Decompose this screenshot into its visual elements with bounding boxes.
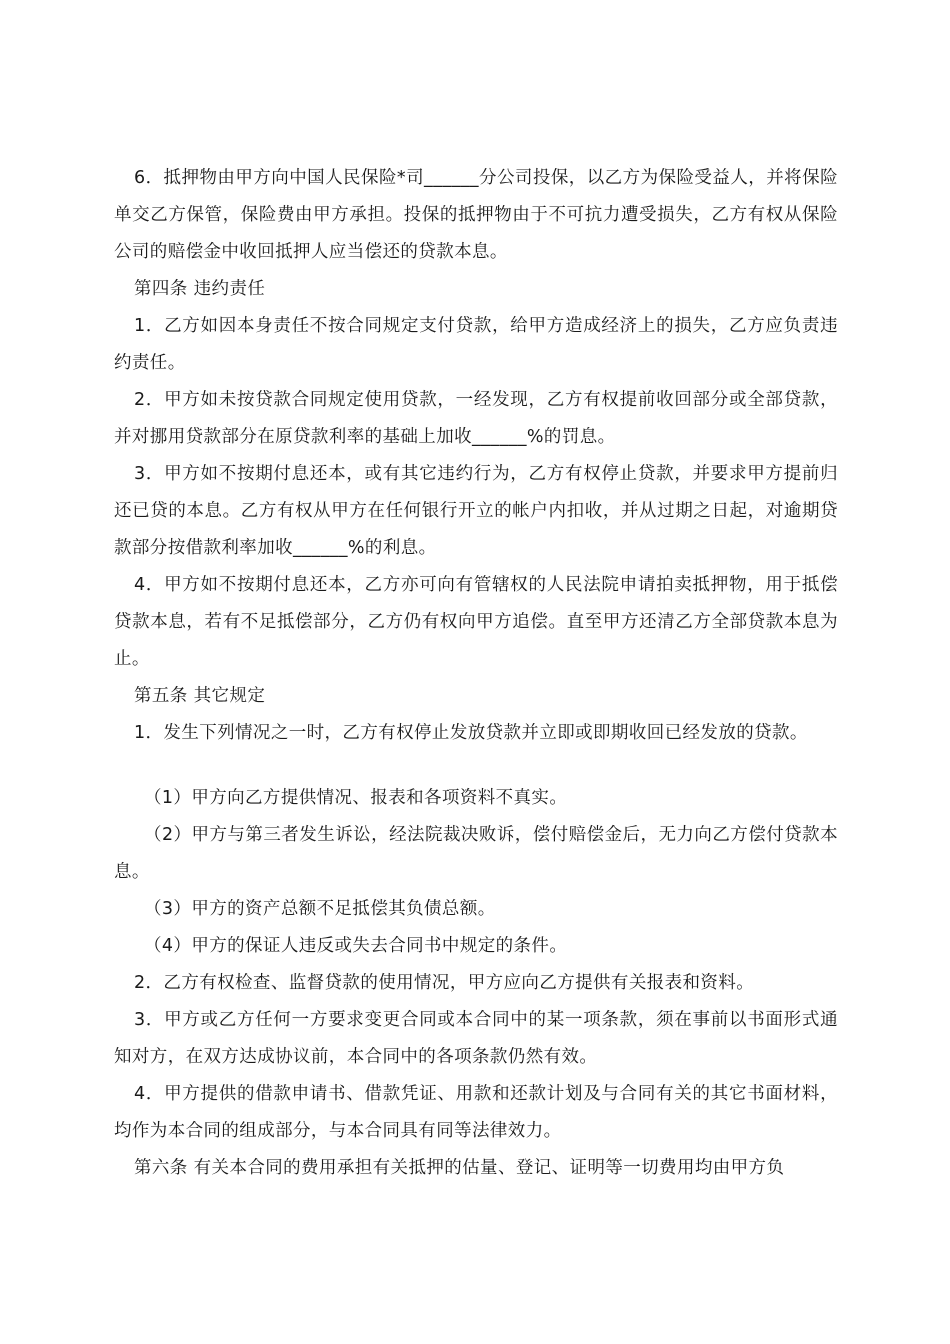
sub-clause: （4）甲方的保证人违反或失去合同书中规定的条件。 (144, 936, 568, 956)
article-heading: 第四条 违约责任 (134, 279, 266, 299)
clause-paragraph: 4．甲方如不按期付息还本，乙方亦可向有管辖权的人民法院申请拍卖抵押物，用于抵偿贷款本息，若有不足抵偿部分，乙方仍有权向甲方追偿。直至甲方还清乙方全部贷款本息为止。 (114, 575, 838, 669)
blank-space (114, 752, 838, 780)
article-heading: 第五条 其它规定 (134, 686, 266, 706)
clause-paragraph: 1．乙方如因本身责任不按合同规定支付贷款，给甲方造成经济上的损失，乙方应负责违约责任。 (114, 316, 838, 373)
clause-paragraph: 3．甲方如不按期付息还本，或有其它违约行为，乙方有权停止贷款，并要求甲方提前归还已贷的本息。乙方有权从甲方在任何银行开立的帐户内扣收，并从过期之日起，对逾期贷款部分按借款利率加收______%的利息。 (114, 464, 838, 558)
clause-paragraph: 2．乙方有权检查、监督贷款的使用情况，甲方应向乙方提供有关报表和资料。 (134, 973, 755, 993)
sub-clause: （1）甲方向乙方提供情况、报表和各项资料不真实。 (144, 788, 568, 808)
clause-paragraph: 4．甲方提供的借款申请书、借款凭证、用款和还款计划及与合同有关的其它书面材料，均作为本合同的组成部分，与本合同具有同等法律效力。 (114, 1084, 838, 1141)
clause-paragraph: 2．甲方如未按贷款合同规定使用贷款，一经发现，乙方有权提前收回部分或全部贷款，并对挪用贷款部分在原贷款利率的基础上加收______%的罚息。 (114, 390, 838, 447)
article-heading: 第六条 有关本合同的费用承担有关抵押的估量、登记、证明等一切费用均由甲方负 (134, 1158, 785, 1178)
clause-paragraph: 3．甲方或乙方任何一方要求变更合同或本合同中的某一项条款，须在事前以书面形式通知对方，在双方达成协议前，本合同中的各项条款仍然有效。 (114, 1010, 838, 1067)
clause-paragraph: 1．发生下列情况之一时，乙方有权停止发放贷款并立即或即期收回已经发放的贷款。 (134, 723, 808, 743)
sub-clause: （2）甲方与第三者发生诉讼，经法院裁决败诉，偿付赔偿金后，无力向乙方偿付贷款本息。 (114, 825, 838, 882)
contract-body (114, 160, 838, 1187)
sub-clause: （3）甲方的资产总额不足抵偿其负债总额。 (144, 899, 496, 919)
clause-paragraph: 6．抵押物由甲方向中国人民保险*司______分公司投保，以乙方为保险受益人，并将保险单交乙方保管，保险费由甲方承担。投保的抵押物由于不可抗力遭受损失，乙方有权从保险公司的赔偿金中收回抵押人应当偿还的贷款本息。 (114, 168, 838, 262)
